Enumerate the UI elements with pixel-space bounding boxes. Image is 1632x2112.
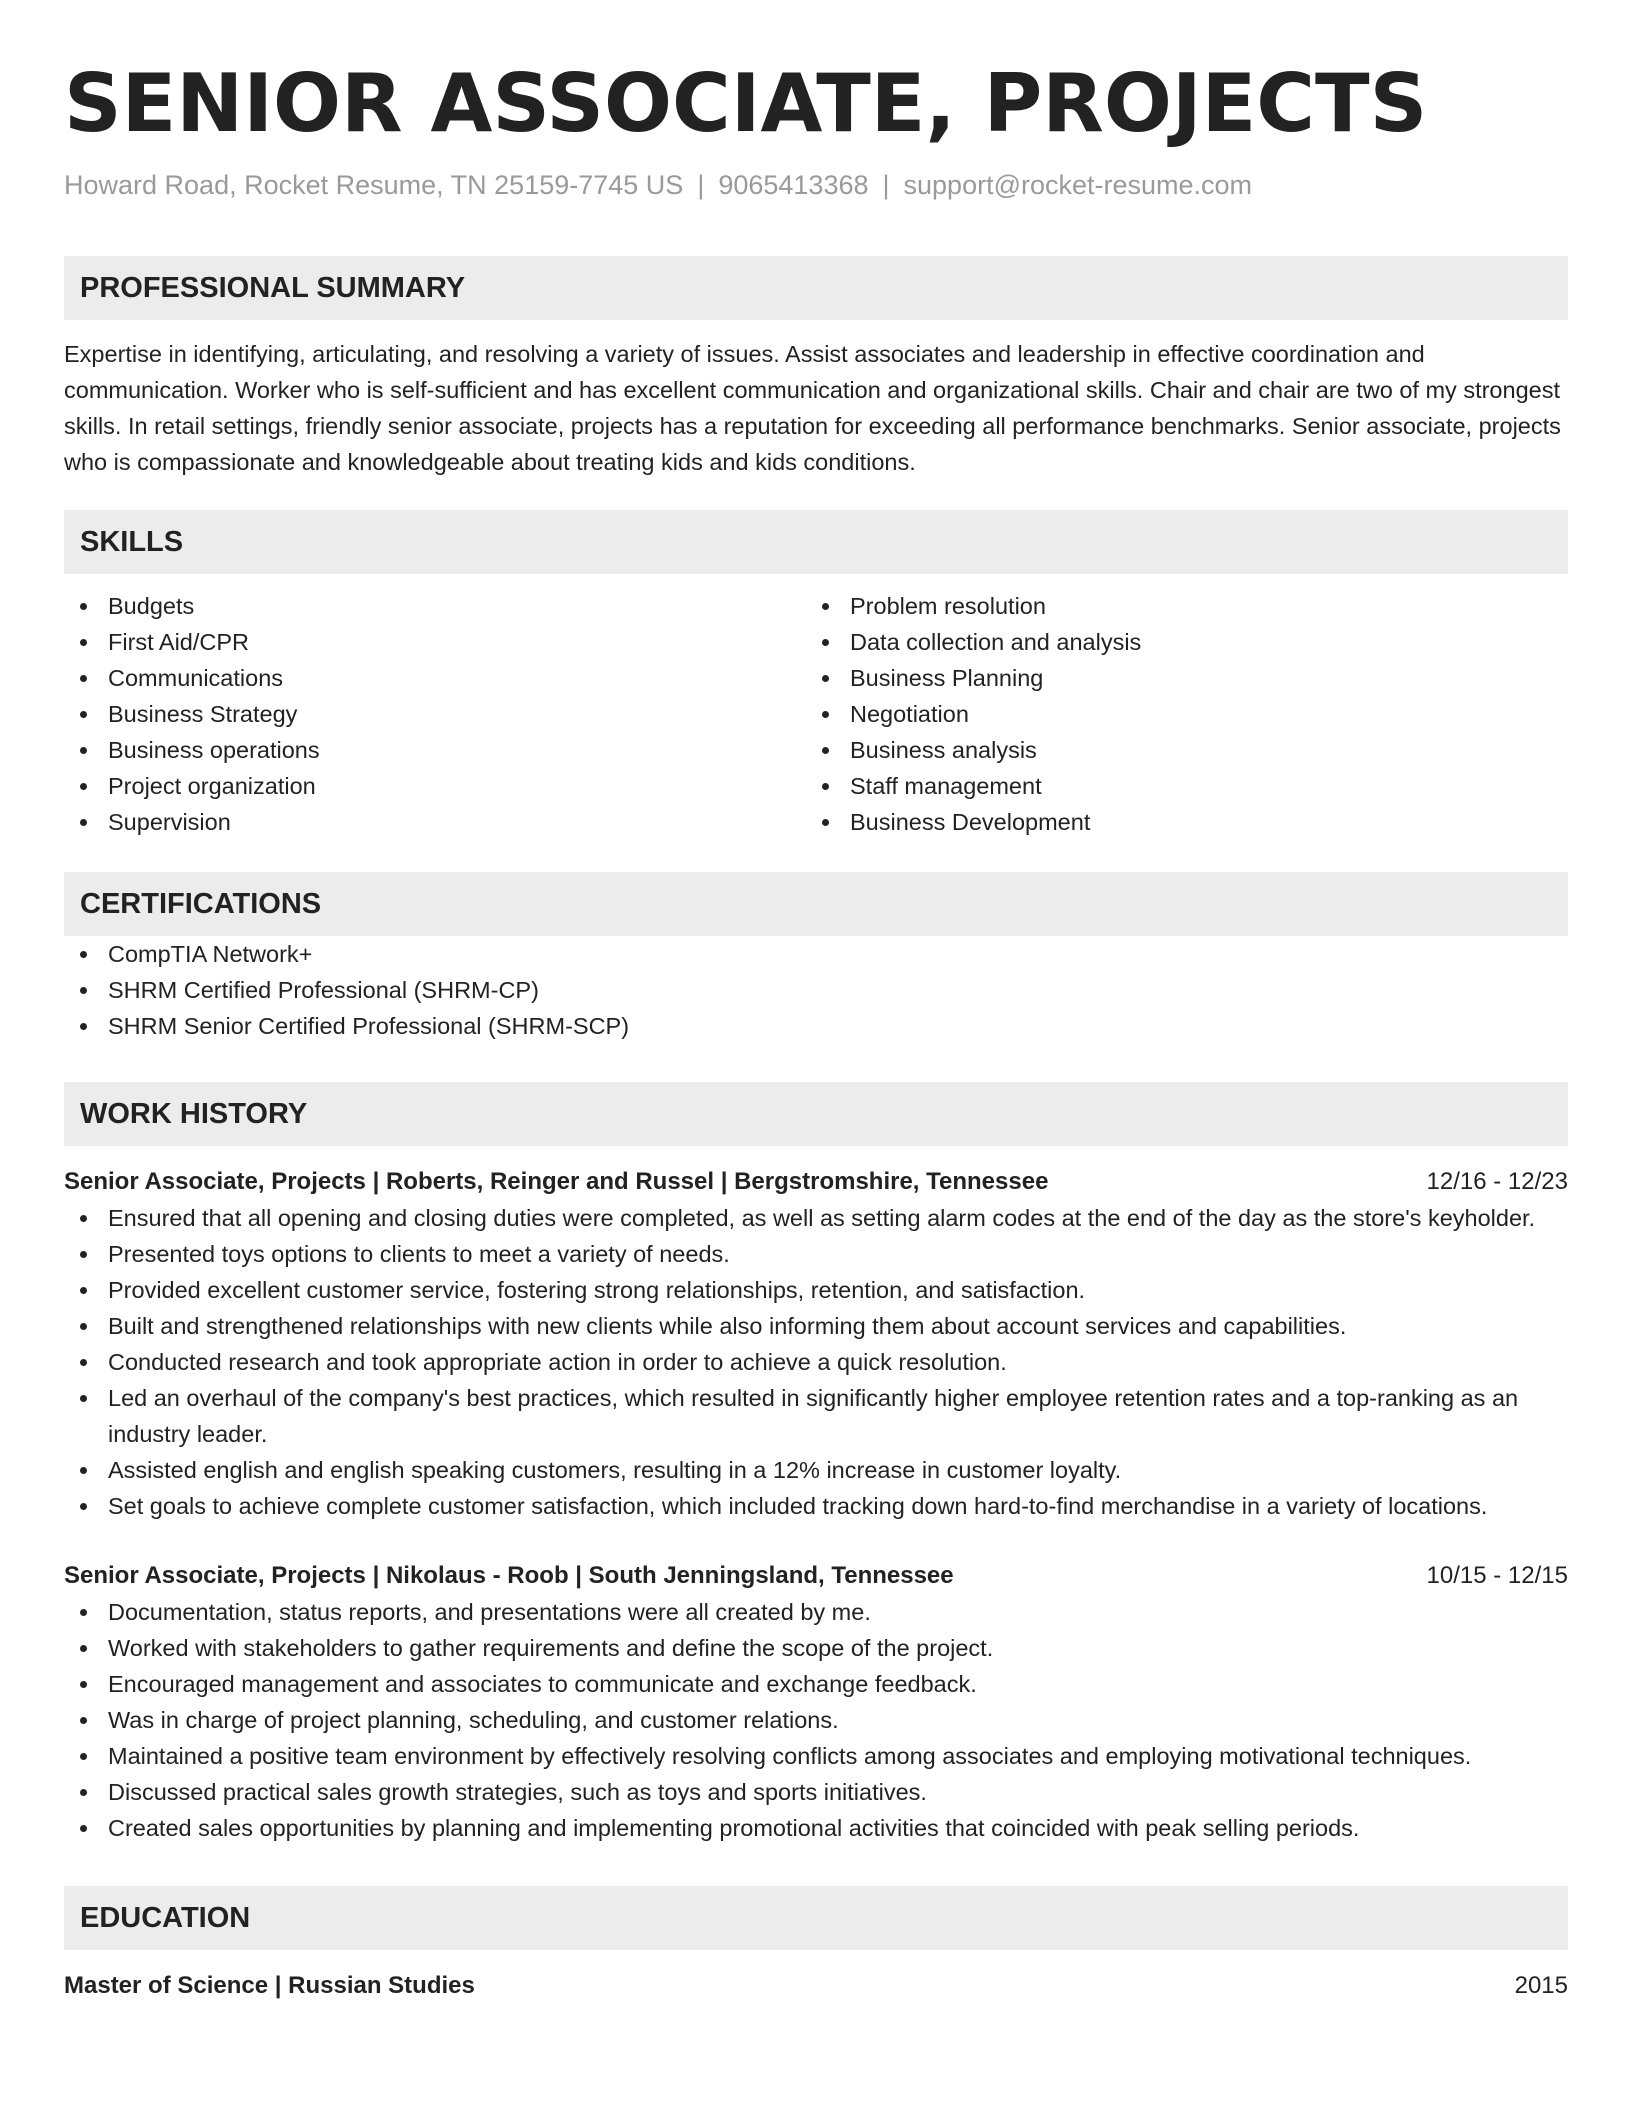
job-title: Senior Associate, Projects | Roberts, Reinger and Russel | Bergstromshire, Tennessee	[64, 1168, 1049, 1195]
certification-item: SHRM Certified Professional (SHRM-CP)	[64, 972, 1568, 1008]
job-bullet: Assisted english and english speaking customers, resulting in a 12% increase in customer loyalty.	[64, 1452, 1568, 1488]
education-heading: EDUCATION	[64, 1886, 1568, 1950]
job-bullet: Was in charge of project planning, scheduling, and customer relations.	[64, 1702, 1568, 1738]
job-bullet: Provided excellent customer service, fostering strong relationships, retention, and satisfaction.	[64, 1272, 1568, 1308]
skills-list	[64, 588, 1568, 840]
certification-item: SHRM Senior Certified Professional (SHRM-SCP)	[64, 1008, 1568, 1044]
job-dates: 10/15 - 12/15	[1426, 1562, 1568, 1589]
contact-separator: |	[882, 170, 890, 200]
work-history-heading: WORK HISTORY	[64, 1082, 1568, 1146]
skill-item: First Aid/CPR	[64, 624, 806, 660]
job-bullet: Discussed practical sales growth strategies, such as toys and sports initiatives.	[64, 1774, 1568, 1810]
skill-item: Problem resolution	[806, 588, 1548, 624]
job-header	[64, 1558, 1568, 1594]
skills-column-left	[64, 588, 806, 840]
job-title: Senior Associate, Projects | Nikolaus - Roob | South Jenningsland, Tennessee	[64, 1562, 954, 1589]
summary-text: Expertise in identifying, articulating, and resolving a variety of issues. Assist associates and leadership in effective coordination and communication. Worker who is self-sufficient and has excellent communication and organizational skills. Chair and chair are two of my strongest skills. In retail settings, friendly senior associate, projects has a reputation for exceeding all performance benchmarks. Senior associate, projects who is compassionate and knowledgeable about treating kids and kids conditions.	[64, 341, 1561, 475]
skills-heading: SKILLS	[64, 510, 1568, 574]
job-bullet: Created sales opportunities by planning and implementing promotional activities that coincided with peak selling periods.	[64, 1810, 1568, 1846]
job-bullets	[64, 1594, 1568, 1846]
skill-item: Negotiation	[806, 696, 1548, 732]
certification-item: CompTIA Network+	[64, 936, 1568, 972]
certifications-heading: CERTIFICATIONS	[64, 872, 1568, 936]
job-dates: 12/16 - 12/23	[1426, 1168, 1568, 1195]
contact-address: Howard Road, Rocket Resume, TN 25159-7745 US	[64, 170, 684, 200]
job-bullet: Built and strengthened relationships with new clients while also informing them about account services and capabilities.	[64, 1308, 1568, 1344]
skill-item: Business Planning	[806, 660, 1548, 696]
job-bullet: Set goals to achieve complete customer satisfaction, which included tracking down hard-to-find merchandise in a variety of locations.	[64, 1488, 1568, 1524]
resume-name: SENIOR ASSOCIATE, PROJECTS	[64, 57, 1428, 150]
education-degree: Master of Science | Russian Studies	[64, 1972, 475, 1999]
job-bullet: Documentation, status reports, and presentations were all created by me.	[64, 1594, 1568, 1630]
job-entry	[64, 1558, 1568, 1846]
contact-line	[64, 168, 1568, 202]
job-bullet: Led an overhaul of the company's best practices, which resulted in significantly higher employee retention rates and a top-ranking as an industry leader.	[64, 1380, 1568, 1452]
resume-page	[64, 54, 1568, 2004]
job-entry	[64, 1164, 1568, 1524]
skill-item: Staff management	[806, 768, 1548, 804]
education-entry	[64, 1968, 1568, 2004]
certifications-list	[64, 936, 1568, 1044]
contact-email: support@rocket-resume.com	[903, 170, 1253, 200]
skills-column-right	[806, 588, 1548, 840]
skill-item: Business operations	[64, 732, 806, 768]
job-bullets	[64, 1200, 1568, 1524]
job-bullet: Maintained a positive team environment by effectively resolving conflicts among associates and employing motivational techniques.	[64, 1738, 1568, 1774]
skill-item: Business Development	[806, 804, 1548, 840]
skill-item: Data collection and analysis	[806, 624, 1548, 660]
skill-item: Budgets	[64, 588, 806, 624]
job-bullet: Presented toys options to clients to meet a variety of needs.	[64, 1236, 1568, 1272]
skill-item: Project organization	[64, 768, 806, 804]
job-bullet: Conducted research and took appropriate action in order to achieve a quick resolution.	[64, 1344, 1568, 1380]
contact-phone: 9065413368	[718, 170, 869, 200]
skill-item: Communications	[64, 660, 806, 696]
skill-item: Business Strategy	[64, 696, 806, 732]
job-bullet: Ensured that all opening and closing duties were completed, as well as setting alarm codes at the end of the day as the store's keyholder.	[64, 1200, 1568, 1236]
job-bullet: Worked with stakeholders to gather requirements and define the scope of the project.	[64, 1630, 1568, 1666]
summary-heading: PROFESSIONAL SUMMARY	[64, 256, 1568, 320]
skill-item: Supervision	[64, 804, 806, 840]
skill-item: Business analysis	[806, 732, 1548, 768]
job-bullet: Encouraged management and associates to communicate and exchange feedback.	[64, 1666, 1568, 1702]
job-header	[64, 1164, 1568, 1200]
education-year: 2015	[1514, 1972, 1568, 1999]
contact-separator: |	[697, 170, 705, 200]
